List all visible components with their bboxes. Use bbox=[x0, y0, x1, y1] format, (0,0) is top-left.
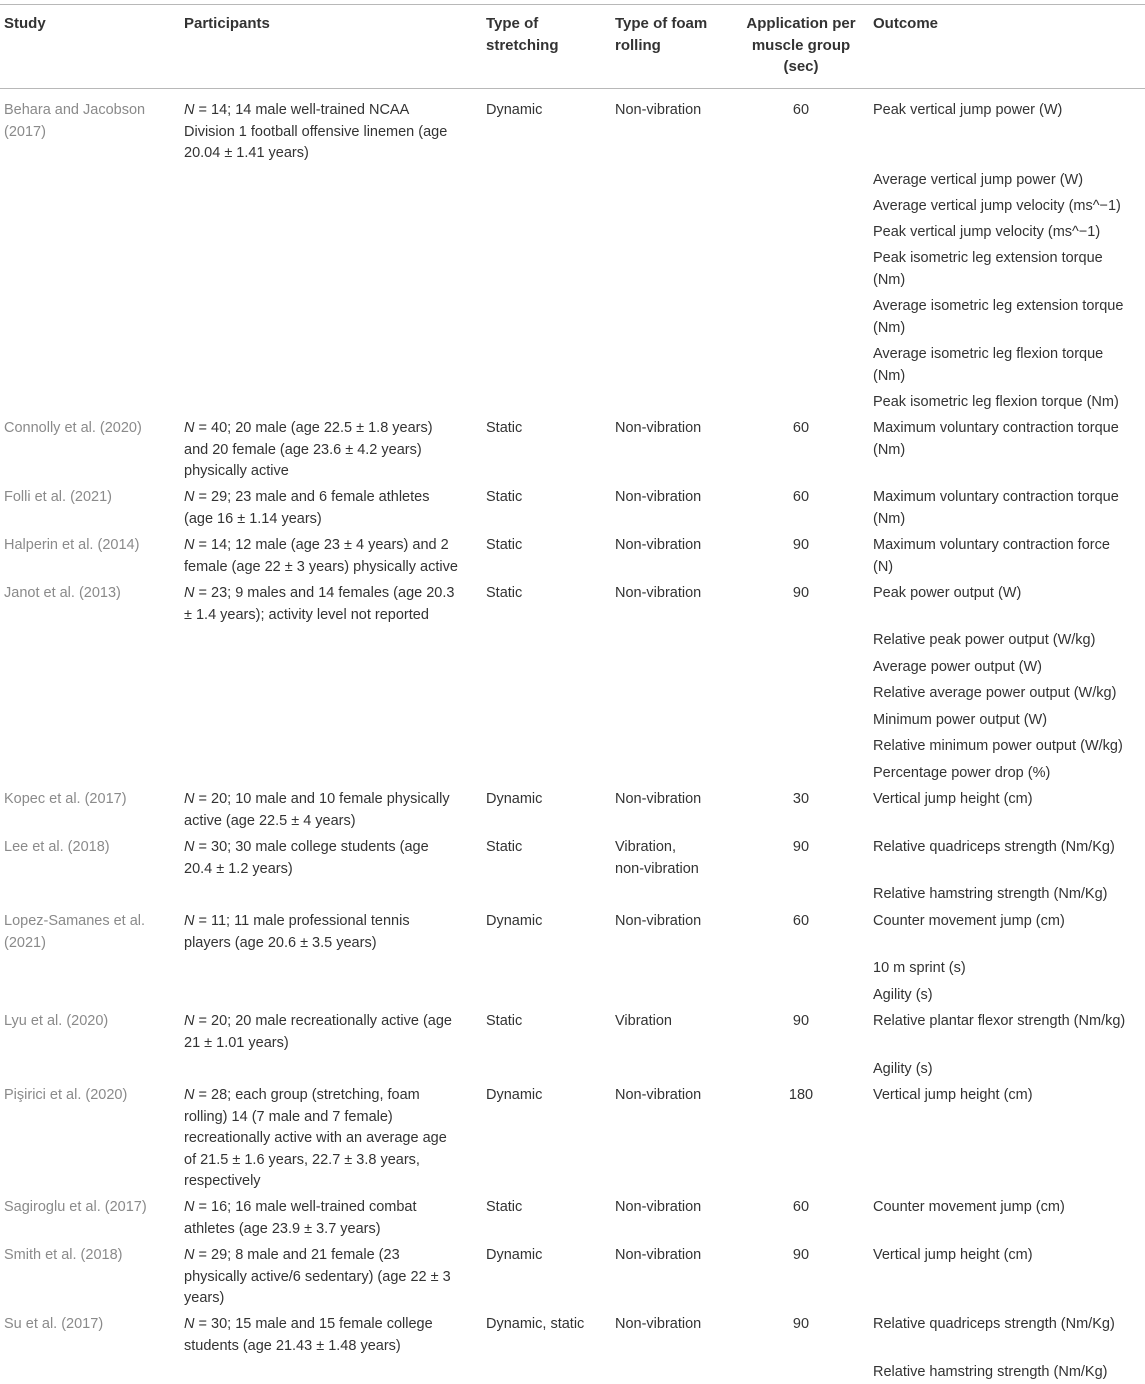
study-name-line: Connolly et al. (2020) bbox=[4, 420, 142, 436]
outcome-line: (Nm) bbox=[873, 510, 906, 527]
stretching-type-cell bbox=[486, 583, 522, 605]
outcome-cell bbox=[873, 958, 966, 980]
study-cell bbox=[4, 418, 142, 440]
stretching-type-line: Static bbox=[486, 1199, 523, 1215]
application-time-cell: 60 bbox=[792, 420, 810, 436]
participants-line: ± 1.4 years); activity level not reported bbox=[184, 606, 429, 623]
participants-cell bbox=[184, 100, 447, 165]
study-cell bbox=[4, 837, 110, 859]
sample-size-symbol: N bbox=[184, 489, 195, 505]
stretching-type-line: Dynamic bbox=[486, 791, 543, 807]
outcome-line: Peak power output (W) bbox=[873, 585, 1022, 601]
foam-rolling-type-line: Non-vibration bbox=[615, 537, 702, 553]
sample-size-symbol: N bbox=[184, 1087, 195, 1103]
study-name-line: Lee et al. (2018) bbox=[4, 839, 110, 855]
participants-line: respectively bbox=[184, 1173, 261, 1189]
study-cell bbox=[4, 100, 145, 143]
outcome-cell bbox=[873, 170, 1083, 192]
stretching-type-line: Static bbox=[486, 1013, 523, 1029]
outcome-cell bbox=[873, 344, 1103, 387]
outcome-cell bbox=[873, 100, 1062, 122]
participants-line: physically active bbox=[184, 463, 289, 479]
outcome-line: Relative minimum power output (W/kg) bbox=[873, 738, 1123, 754]
participants-cell bbox=[184, 837, 429, 880]
sample-size-symbol: N bbox=[184, 791, 195, 807]
sample-size-symbol: N bbox=[184, 585, 195, 601]
outcome-cell bbox=[873, 985, 933, 1007]
foam-rolling-type-line: Non-vibration bbox=[615, 585, 702, 601]
header-study: Study bbox=[4, 15, 46, 32]
outcome-line: (Nm) bbox=[873, 319, 906, 336]
outcome-line: Maximum voluntary contraction torque bbox=[873, 489, 1119, 505]
foam-rolling-type-line: non-vibration bbox=[615, 860, 699, 877]
outcome-line: Peak isometric leg extension torque bbox=[873, 250, 1103, 266]
application-time-cell: 60 bbox=[792, 1199, 810, 1215]
outcome-line: (Nm) bbox=[873, 441, 906, 458]
outcome-cell bbox=[873, 657, 1042, 679]
outcome-line: Percentage power drop (%) bbox=[873, 765, 1051, 781]
foam-rolling-type-line: Non-vibration bbox=[615, 913, 702, 929]
study-cell bbox=[4, 487, 112, 509]
stretching-type-line: Static bbox=[486, 537, 523, 553]
outcome-cell bbox=[873, 1245, 1033, 1267]
participants-cell bbox=[184, 1314, 433, 1357]
outcome-cell bbox=[873, 837, 1115, 859]
study-name-line: Folli et al. (2021) bbox=[4, 489, 112, 505]
participants-cell bbox=[184, 1245, 451, 1310]
outcome-line: (Nm) bbox=[873, 271, 906, 288]
participants-line: active (age 22.5 ± 4 years) bbox=[184, 812, 356, 829]
participants-line: N = 30; 15 male and 15 female college bbox=[184, 1316, 433, 1332]
outcome-cell bbox=[873, 1085, 1033, 1107]
stretching-type-cell bbox=[486, 1011, 522, 1033]
participants-line: 20.4 ± 1.2 years) bbox=[184, 860, 293, 877]
stretching-type-cell bbox=[486, 1245, 542, 1267]
outcome-line: Relative quadriceps strength (Nm/Kg) bbox=[873, 839, 1115, 855]
participants-cell bbox=[184, 789, 450, 832]
header-stretching-line: stretching bbox=[486, 36, 559, 54]
outcome-cell bbox=[873, 196, 1121, 218]
header-application-line: muscle group bbox=[751, 36, 851, 54]
participants-line: 20.04 ± 1.41 years) bbox=[184, 145, 309, 161]
participants-cell bbox=[184, 1011, 452, 1054]
stretching-type-cell bbox=[486, 535, 522, 557]
outcome-line: Average isometric leg extension torque bbox=[873, 298, 1124, 314]
outcome-cell bbox=[873, 535, 1110, 578]
sample-size-symbol: N bbox=[184, 1013, 195, 1029]
outcome-line: Average isometric leg flexion torque bbox=[873, 346, 1104, 362]
outcome-line: Minimum power output (W) bbox=[873, 712, 1048, 728]
study-name-line: (2021) bbox=[4, 934, 46, 951]
application-time-cell: 90 bbox=[792, 1247, 810, 1263]
study-name-line: Su et al. (2017) bbox=[4, 1316, 104, 1332]
header-application-line: Application per bbox=[746, 15, 856, 32]
stretching-type-cell bbox=[486, 1085, 542, 1107]
foam-rolling-type-cell bbox=[615, 583, 701, 605]
outcome-cell bbox=[873, 1362, 1108, 1384]
study-cell bbox=[4, 1314, 103, 1336]
header-stretching-line: Type of bbox=[486, 15, 539, 32]
application-time-cell: 90 bbox=[792, 839, 810, 855]
foam-rolling-type-cell bbox=[615, 487, 701, 509]
study-cell bbox=[4, 535, 139, 557]
participants-line: and 20 female (age 23.6 ± 4.2 years) bbox=[184, 441, 422, 458]
foam-rolling-type-line: Non-vibration bbox=[615, 489, 702, 505]
header-stretching bbox=[486, 13, 559, 56]
participants-cell bbox=[184, 535, 458, 578]
participants-cell bbox=[184, 583, 454, 626]
participants-line: N = 14; 14 male well-trained NCAA bbox=[184, 102, 410, 118]
participants-line: N = 16; 16 male well-trained combat bbox=[184, 1199, 417, 1215]
stretching-type-cell bbox=[486, 100, 542, 122]
outcome-cell bbox=[873, 222, 1100, 244]
outcome-cell bbox=[873, 911, 1065, 933]
application-time-cell: 90 bbox=[792, 1013, 810, 1029]
foam-rolling-type-line: Vibration bbox=[615, 1013, 672, 1029]
sample-size-symbol: N bbox=[184, 839, 195, 855]
outcome-cell bbox=[873, 736, 1123, 758]
participants-line: N = 14; 12 male (age 23 ± 4 years) and 2 bbox=[184, 537, 449, 553]
outcome-cell bbox=[873, 1059, 933, 1081]
outcome-line: Relative average power output (W/kg) bbox=[873, 685, 1117, 701]
stretching-type-line: Dynamic bbox=[486, 102, 543, 118]
study-cell bbox=[4, 1197, 147, 1219]
outcome-line: Average power output (W) bbox=[873, 659, 1042, 675]
outcome-line: Relative peak power output (W/kg) bbox=[873, 632, 1096, 648]
foam-rolling-type-line: Non-vibration bbox=[615, 1087, 702, 1103]
participants-line: N = 23; 9 males and 14 females (age 20.3 bbox=[184, 585, 455, 601]
header-outcome: Outcome bbox=[873, 15, 939, 32]
foam-rolling-type-line: Non-vibration bbox=[615, 1247, 702, 1263]
header-foam-line: Type of foam bbox=[615, 15, 708, 32]
outcome-line: (N) bbox=[873, 558, 894, 575]
sample-size-symbol: N bbox=[184, 1316, 195, 1332]
outcome-cell bbox=[873, 630, 1095, 652]
study-cell bbox=[4, 789, 127, 811]
foam-rolling-type-line: Non-vibration bbox=[615, 1199, 702, 1215]
outcome-line: Agility (s) bbox=[873, 987, 933, 1003]
participants-line: Division 1 football offensive linemen (age bbox=[184, 123, 448, 140]
participants-cell bbox=[184, 1197, 417, 1240]
foam-rolling-type-cell bbox=[615, 418, 701, 440]
participants-line: years) bbox=[184, 1290, 225, 1306]
stretching-type-cell bbox=[486, 789, 542, 811]
outcome-line: Relative quadriceps strength (Nm/Kg) bbox=[873, 1316, 1115, 1332]
outcome-cell bbox=[873, 487, 1119, 530]
study-name-line: Pişirici et al. (2020) bbox=[4, 1087, 128, 1103]
participants-line: athletes (age 23.9 ± 3.7 years) bbox=[184, 1220, 381, 1237]
foam-rolling-type-cell bbox=[615, 789, 701, 811]
outcome-line: Maximum voluntary contraction torque bbox=[873, 420, 1119, 436]
foam-rolling-type-cell bbox=[615, 1085, 701, 1107]
foam-rolling-type-line: Non-vibration bbox=[615, 420, 702, 436]
foam-rolling-type-cell bbox=[615, 535, 701, 557]
application-time-cell: 90 bbox=[792, 1316, 810, 1332]
study-name-line: Lyu et al. (2020) bbox=[4, 1013, 109, 1029]
participants-line: N = 29; 23 male and 6 female athletes bbox=[184, 489, 430, 505]
application-time-cell: 180 bbox=[788, 1087, 814, 1103]
participants-line: recreationally active with an average age bbox=[184, 1130, 447, 1146]
study-name-line: Halperin et al. (2014) bbox=[4, 537, 140, 553]
header-participants: Participants bbox=[184, 15, 270, 32]
participants-line: N = 11; 11 male professional tennis bbox=[184, 913, 410, 929]
outcome-cell bbox=[873, 248, 1103, 291]
outcome-cell bbox=[873, 392, 1119, 414]
sample-size-symbol: N bbox=[184, 1199, 195, 1215]
stretching-type-line: Dynamic bbox=[486, 913, 543, 929]
outcome-cell bbox=[873, 418, 1119, 461]
sample-size-symbol: N bbox=[184, 420, 195, 436]
foam-rolling-type-cell bbox=[615, 1011, 672, 1033]
stretching-type-line: Dynamic bbox=[486, 1247, 543, 1263]
study-cell bbox=[4, 1245, 122, 1267]
sample-size-symbol: N bbox=[184, 102, 195, 118]
stretching-type-line: Static bbox=[486, 585, 523, 601]
outcome-line: (Nm) bbox=[873, 367, 906, 384]
stretching-type-line: Dynamic, static bbox=[486, 1316, 585, 1332]
participants-cell bbox=[184, 1085, 447, 1193]
participants-line: N = 30; 30 male college students (age bbox=[184, 839, 429, 855]
sample-size-symbol: N bbox=[184, 913, 195, 929]
participants-line: players (age 20.6 ± 3.5 years) bbox=[184, 934, 377, 951]
outcome-line: Relative hamstring strength (Nm/Kg) bbox=[873, 1364, 1108, 1380]
stretching-type-cell bbox=[486, 1314, 584, 1336]
outcome-cell bbox=[873, 296, 1123, 339]
stretching-type-cell bbox=[486, 1197, 522, 1219]
participants-cell bbox=[184, 418, 433, 483]
study-name-line: Sagiroglu et al. (2017) bbox=[4, 1199, 147, 1215]
participants-line: rolling) 14 (7 male and 7 female) bbox=[184, 1108, 393, 1125]
participants-line: N = 40; 20 male (age 22.5 ± 1.8 years) bbox=[184, 420, 433, 436]
foam-rolling-type-cell bbox=[615, 1245, 701, 1267]
participants-line: N = 20; 20 male recreationally active (age bbox=[184, 1013, 453, 1029]
table-header-border bbox=[0, 88, 1145, 89]
outcome-line: Peak isometric leg flexion torque (Nm) bbox=[873, 394, 1119, 410]
foam-rolling-type-cell bbox=[615, 837, 699, 880]
outcome-line: Agility (s) bbox=[873, 1061, 933, 1077]
study-name-line: Lopez-Samanes et al. bbox=[4, 913, 146, 929]
outcome-cell bbox=[873, 884, 1108, 906]
outcome-cell bbox=[873, 1314, 1115, 1336]
outcome-line: Relative plantar flexor strength (Nm/kg) bbox=[873, 1013, 1126, 1029]
foam-rolling-type-line: Non-vibration bbox=[615, 102, 702, 118]
outcome-cell bbox=[873, 710, 1047, 732]
participants-line: N = 20; 10 male and 10 female physically bbox=[184, 791, 450, 807]
outcome-line: Relative hamstring strength (Nm/Kg) bbox=[873, 886, 1108, 902]
outcome-line: Average vertical jump velocity (ms^−1) bbox=[873, 198, 1121, 214]
outcome-line: Counter movement jump (cm) bbox=[873, 913, 1065, 929]
outcome-cell bbox=[873, 1011, 1125, 1033]
study-name-line: Behara and Jacobson bbox=[4, 102, 146, 118]
study-name-line: Kopec et al. (2017) bbox=[4, 791, 127, 807]
stretching-type-line: Dynamic bbox=[486, 1087, 543, 1103]
participants-cell bbox=[184, 911, 410, 954]
study-name-line: (2017) bbox=[4, 123, 46, 140]
header-application-line: (sec) bbox=[783, 58, 819, 75]
foam-rolling-type-cell bbox=[615, 1314, 701, 1336]
foam-rolling-type-cell bbox=[615, 911, 701, 933]
study-cell bbox=[4, 1011, 108, 1033]
application-time-cell: 30 bbox=[792, 791, 810, 807]
outcome-line: Maximum voluntary contraction force bbox=[873, 537, 1110, 553]
outcome-cell bbox=[873, 583, 1021, 605]
participants-line: (age 16 ± 1.14 years) bbox=[184, 510, 322, 527]
stretching-type-cell bbox=[486, 487, 522, 509]
outcome-line: Vertical jump height (cm) bbox=[873, 1247, 1033, 1263]
participants-line: physically active/6 sedentary) (age 22 ± 3 bbox=[184, 1268, 451, 1285]
outcome-cell bbox=[873, 789, 1033, 811]
header-foam-rolling bbox=[615, 13, 707, 56]
study-name-line: Janot et al. (2013) bbox=[4, 585, 121, 601]
outcome-cell bbox=[873, 683, 1116, 705]
foam-rolling-type-cell bbox=[615, 1197, 701, 1219]
stretching-type-line: Static bbox=[486, 420, 523, 436]
outcome-line: Peak vertical jump velocity (ms^−1) bbox=[873, 224, 1101, 240]
application-time-cell: 90 bbox=[792, 585, 810, 601]
participants-line: female (age 22 ± 3 years) physically active bbox=[184, 558, 458, 575]
foam-rolling-type-cell bbox=[615, 100, 701, 122]
outcome-line: Vertical jump height (cm) bbox=[873, 791, 1033, 807]
foam-rolling-type-line: Non-vibration bbox=[615, 791, 702, 807]
header-foam-line: rolling bbox=[615, 36, 661, 54]
stretching-type-cell bbox=[486, 911, 542, 933]
study-cell bbox=[4, 583, 121, 605]
participants-cell bbox=[184, 487, 429, 530]
participants-line: N = 28; each group (stretching, foam bbox=[184, 1087, 420, 1103]
foam-rolling-type-line: Vibration, bbox=[615, 839, 676, 855]
participants-line: of 21.5 ± 1.6 years, 22.7 ± 3.8 years, bbox=[184, 1151, 420, 1168]
outcome-line: Peak vertical jump power (W) bbox=[873, 102, 1063, 118]
stretching-type-line: Static bbox=[486, 839, 523, 855]
participants-line: N = 29; 8 male and 21 female (23 bbox=[184, 1247, 400, 1263]
outcome-line: Vertical jump height (cm) bbox=[873, 1087, 1033, 1103]
study-cell bbox=[4, 1085, 127, 1107]
outcome-line: Counter movement jump (cm) bbox=[873, 1199, 1065, 1215]
study-cell bbox=[4, 911, 145, 954]
outcome-cell bbox=[873, 763, 1050, 785]
outcome-line: Average vertical jump power (W) bbox=[873, 172, 1084, 188]
stretching-type-cell bbox=[486, 418, 522, 440]
application-time-cell: 60 bbox=[792, 489, 810, 505]
stretching-type-cell bbox=[486, 837, 522, 859]
application-time-cell: 60 bbox=[792, 913, 810, 929]
stretching-type-line: Static bbox=[486, 489, 523, 505]
header-application bbox=[731, 13, 871, 78]
participants-line: 21 ± 1.01 years) bbox=[184, 1034, 289, 1051]
application-time-cell: 90 bbox=[792, 537, 810, 553]
sample-size-symbol: N bbox=[184, 1247, 195, 1263]
study-name-line: Smith et al. (2018) bbox=[4, 1247, 123, 1263]
foam-rolling-type-line: Non-vibration bbox=[615, 1316, 702, 1332]
sample-size-symbol: N bbox=[184, 537, 195, 553]
table-top-border bbox=[0, 4, 1145, 5]
participants-line: students (age 21.43 ± 1.48 years) bbox=[184, 1337, 401, 1354]
outcome-cell bbox=[873, 1197, 1065, 1219]
outcome-line: 10 m sprint (s) bbox=[873, 960, 966, 976]
application-time-cell: 60 bbox=[792, 102, 810, 118]
